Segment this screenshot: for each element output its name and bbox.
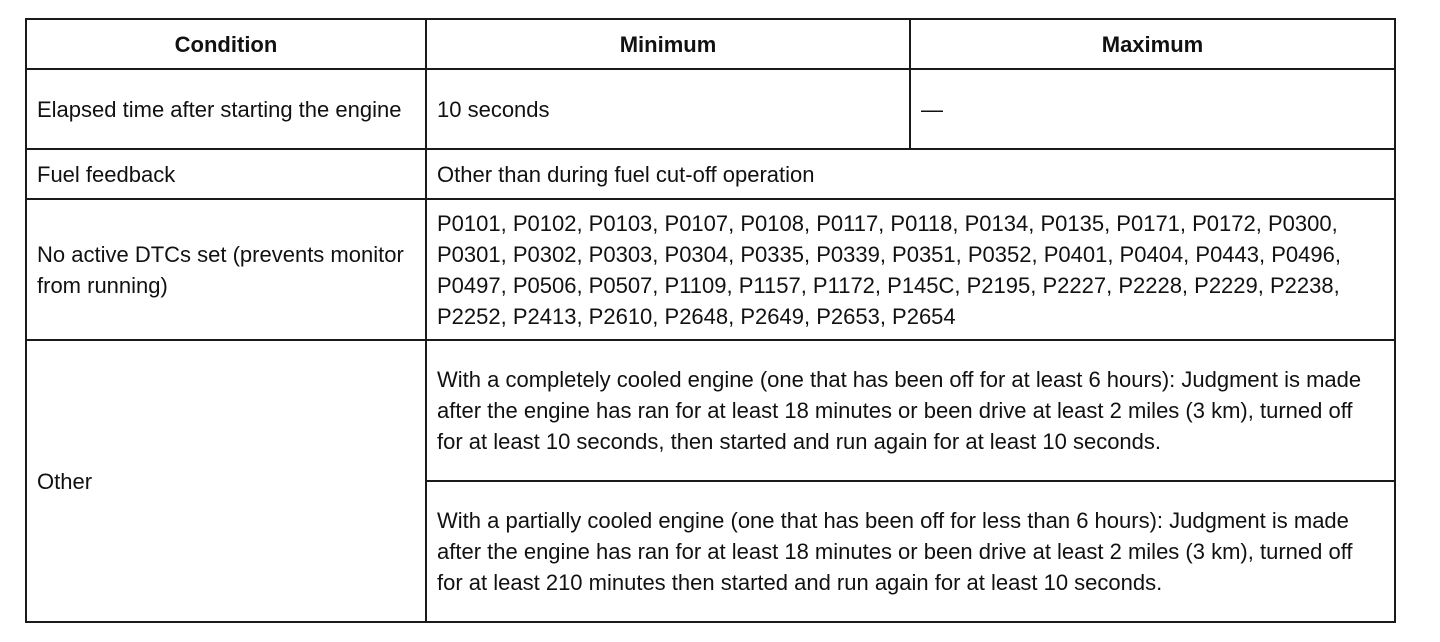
table-row — [26, 149, 1395, 199]
value-cell: Other than during fuel cut-off operation — [426, 149, 1395, 199]
minimum-cell: 10 seconds — [426, 69, 910, 149]
cooled-engine-cell: With a completely cooled engine (one that has been off for at least 6 hours): Judgment is made after the engine has ran for at least 18 minutes or been drive at least 2 miles (3 km), turned off for at least 10 seconds, then started and run again for at least 10 seconds. — [426, 340, 1395, 481]
condition-cell: Other — [26, 340, 426, 622]
maximum-cell: — — [910, 69, 1395, 149]
header-maximum: Maximum — [910, 19, 1395, 69]
conditions-table — [25, 18, 1396, 623]
condition-cell: No active DTCs set (prevents monitor from running) — [26, 199, 426, 340]
header-row — [26, 19, 1395, 69]
table-row — [26, 340, 1395, 481]
header-condition: Condition — [26, 19, 426, 69]
dtc-list-cell: P0101, P0102, P0103, P0107, P0108, P0117, P0118, P0134, P0135, P0171, P0172, P0300, P0301, P0302, P0303, P0304, P0335, P0339, P0351, P0352, P0401, P0404, P0443, P0496, P0497, P0506, P0507, P1109, P1157, P1172, P145C, P2195, P2227, P2228, P2229, P2238, P2252, P2413, P2610, P2648, P2649, P2653, P2654 — [426, 199, 1395, 340]
condition-cell: Elapsed time after starting the engine — [26, 69, 426, 149]
table-row — [26, 69, 1395, 149]
table-row — [26, 199, 1395, 340]
header-minimum: Minimum — [426, 19, 910, 69]
partial-cooled-engine-cell: With a partially cooled engine (one that has been off for less than 6 hours): Judgment is made after the engine has ran for at least 18 minutes or been drive at least 2 miles (3 km), turned off for at least 210 minutes then started and run again for at least 10 seconds. — [426, 481, 1395, 622]
condition-cell: Fuel feedback — [26, 149, 426, 199]
